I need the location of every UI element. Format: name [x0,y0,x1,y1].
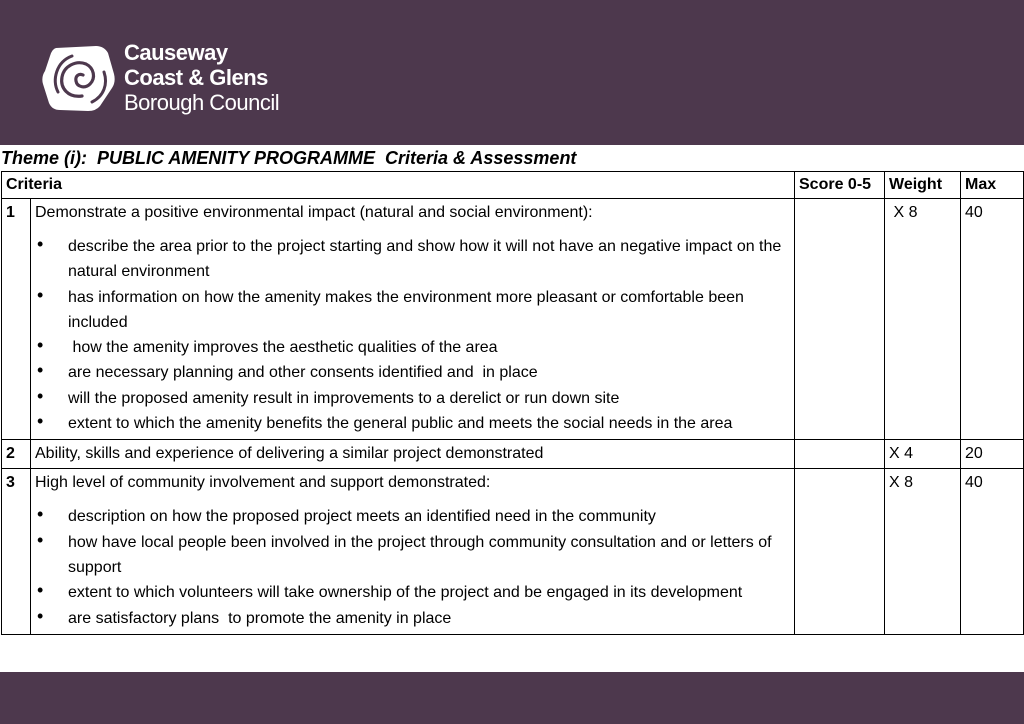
criteria-text: High level of community involvement and support demonstrated: [35,474,491,492]
list-item: • description on how the proposed project meets an identified need in the community [35,504,790,529]
criteria-text: Ability, skills and experience of delivering a similar project demonstrated [35,445,544,463]
table-row [2,199,1024,440]
list-item: • has information on how the amenity makes the environment more pleasant or comfortable been included [35,285,790,336]
list-item: • extent to which the amenity benefits the general public and meets the social needs in the area [35,411,790,436]
list-item: • describe the area prior to the project starting and show how it will not have an negative impact on the natural environment [35,234,790,285]
criteria-cell [31,199,795,440]
criteria-table [1,171,1024,635]
criteria-text: Demonstrate a positive environmental impact (natural and social environment): [35,204,593,221]
max-cell: 40 [961,469,1024,634]
score-cell[interactable] [795,440,885,469]
logo-line-1: Causeway [124,40,228,65]
header-criteria: Criteria [2,172,795,199]
list-item: • how the amenity improves the aesthetic qualities of the area [35,335,790,360]
criteria-cell [31,469,795,634]
list-item: • will the proposed amenity result in improvements to a derelict or run down site [35,386,790,411]
max-cell: 40 [961,199,1024,440]
score-cell[interactable] [795,469,885,634]
criteria-bullet-list [35,234,790,436]
logo-line-2: Coast & Glens [124,65,268,90]
criteria-bullet-list [35,504,790,630]
score-cell[interactable] [795,199,885,440]
weight-cell: X 8 [885,469,961,634]
page-title: Theme (i): PUBLIC AMENITY PROGRAMME Criteria & Assessment [1,148,577,168]
header-score: Score 0-5 [795,172,885,199]
row-number: 1 [2,199,31,440]
row-number: 3 [2,469,31,634]
council-logo-icon [42,44,116,112]
list-item: • how have local people been involved in the project through community consultation and or letters of support [35,530,790,581]
header-max: Max [961,172,1024,199]
logo-line-3: Borough Council [124,90,280,115]
list-item: • are necessary planning and other consents identified and in place [35,360,790,385]
header-weight: Weight [885,172,961,199]
footer-band [0,672,1024,724]
council-logo-text [124,40,279,115]
criteria-cell [31,440,795,469]
list-item: • extent to which volunteers will take ownership of the project and be engaged in its development [35,580,790,605]
table-row [2,440,1024,469]
weight-cell: X 8 [885,199,961,440]
table-row [2,469,1024,634]
max-cell: 20 [961,440,1024,469]
list-item: • are satisfactory plans to promote the amenity in place [35,606,790,631]
row-number: 2 [2,440,31,469]
table-header-row [2,172,1024,199]
weight-cell: X 4 [885,440,961,469]
